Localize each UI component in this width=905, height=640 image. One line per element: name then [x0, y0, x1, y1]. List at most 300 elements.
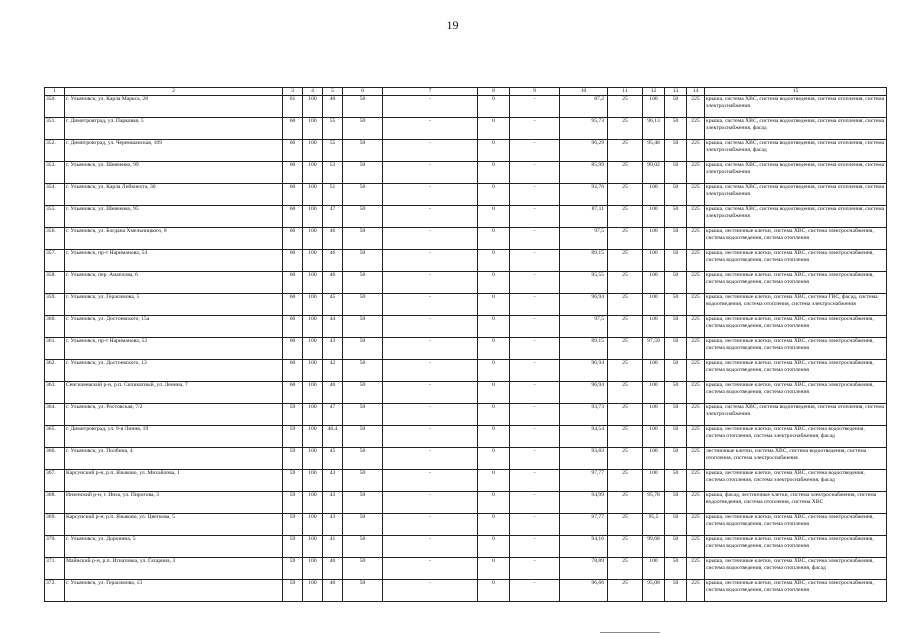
row-number: 360. — [45, 316, 65, 338]
address: г. Ульяновск, ул. Богдана Хмельницкого, 8 — [65, 228, 283, 250]
address: Майнский р-н, р.п. Игнатовка, ул. Гагарина, 3 — [65, 558, 283, 580]
col-5: 41 — [323, 536, 343, 558]
col-9: - — [510, 470, 560, 492]
col-8: 0 — [478, 228, 510, 250]
table-row — [45, 338, 887, 360]
col-4: 100 — [303, 580, 323, 602]
row-number: 355. — [45, 206, 65, 228]
col-3: 60 — [283, 184, 303, 206]
col-11: 25 — [608, 294, 643, 316]
row-number: 365. — [45, 426, 65, 448]
col-14: 225 — [687, 294, 705, 316]
work-types: крыша, система ХВС, система водоотведения, система отопления, система электроснабжения, фасад — [705, 118, 887, 140]
col-6: 50 — [343, 272, 383, 294]
col-9: - — [510, 404, 560, 426]
col-6: 50 — [343, 492, 383, 514]
col-12: 97,59 — [643, 338, 665, 360]
col-14: 225 — [687, 448, 705, 470]
col-7: - — [383, 536, 478, 558]
col-10: 97,77 — [560, 470, 608, 492]
col-14: 225 — [687, 580, 705, 602]
col-10: 94,99 — [560, 492, 608, 514]
col-4: 100 — [303, 514, 323, 536]
col-7: - — [383, 404, 478, 426]
col-13: 50 — [665, 316, 687, 338]
col-4: 100 — [303, 360, 323, 382]
col-3: 60 — [283, 272, 303, 294]
col-11: 25 — [608, 536, 643, 558]
col-3: 60 — [283, 162, 303, 184]
table-row — [45, 206, 887, 228]
col-3: 59 — [283, 448, 303, 470]
col-12: 99,68 — [643, 536, 665, 558]
col-14: 225 — [687, 470, 705, 492]
col-6: 50 — [343, 96, 383, 118]
col-8: 0 — [478, 272, 510, 294]
col-13: 50 — [665, 580, 687, 602]
col-10: 87,2 — [560, 96, 608, 118]
col-6: 50 — [343, 338, 383, 360]
col-14: 225 — [687, 228, 705, 250]
col-12: 100 — [643, 360, 665, 382]
col-13: 50 — [665, 514, 687, 536]
col-12: 100 — [643, 316, 665, 338]
work-types: крыша, лестничные клетки, система ХВС, система электроснабжения, система водоотведения, система отопления — [705, 382, 887, 404]
col-5: 40 — [323, 382, 343, 404]
col-5: 46 — [323, 228, 343, 250]
address: г. Димитровград, ул. Черемшанская, 109 — [65, 140, 283, 162]
col-9: - — [510, 206, 560, 228]
work-types: крыша, лестничные клетки, система ХВС, система электроснабжения, система водоотведения, система отопления — [705, 272, 887, 294]
address: г. Ульяновск, пр-т Нариманова, 54 — [65, 250, 283, 272]
col-11: 25 — [608, 404, 643, 426]
address: г. Ульяновск, ул. Достоевского, 13 — [65, 360, 283, 382]
col-7: - — [383, 316, 478, 338]
col-6: 50 — [343, 426, 383, 448]
col-9: - — [510, 338, 560, 360]
column-number: 10 — [560, 88, 608, 96]
col-13: 50 — [665, 228, 687, 250]
col-7: - — [383, 162, 478, 184]
col-14: 225 — [687, 140, 705, 162]
col-13: 50 — [665, 250, 687, 272]
col-14: 225 — [687, 272, 705, 294]
work-types: крыша, система ХВС, система водоотведения, система отопления, система электроснабжения — [705, 96, 887, 118]
work-types: крыша, лестничные клетки, система ХВС, система электроснабжения, система водоотведения, система отопления — [705, 338, 887, 360]
col-10: 94,54 — [560, 426, 608, 448]
column-number: 7 — [383, 88, 478, 96]
col-14: 225 — [687, 96, 705, 118]
col-5: 46 — [323, 272, 343, 294]
col-13: 50 — [665, 404, 687, 426]
column-number: 4 — [303, 88, 323, 96]
row-number: 353. — [45, 162, 65, 184]
table-row — [45, 162, 887, 184]
col-7: - — [383, 426, 478, 448]
col-9: - — [510, 382, 560, 404]
col-13: 50 — [665, 426, 687, 448]
address: г. Димитровград, ул. Парковая, 5 — [65, 118, 283, 140]
col-6: 50 — [343, 536, 383, 558]
col-13: 50 — [665, 118, 687, 140]
row-number: 372. — [45, 580, 65, 602]
col-8: 0 — [478, 140, 510, 162]
col-7: - — [383, 206, 478, 228]
col-8: 0 — [478, 536, 510, 558]
col-5: 43 — [323, 338, 343, 360]
col-10: 96,94 — [560, 360, 608, 382]
col-10: 97,5 — [560, 316, 608, 338]
col-9: - — [510, 492, 560, 514]
col-11: 25 — [608, 228, 643, 250]
col-9: - — [510, 228, 560, 250]
col-13: 50 — [665, 536, 687, 558]
col-10: 89,15 — [560, 250, 608, 272]
col-11: 25 — [608, 96, 643, 118]
col-12: 100 — [643, 448, 665, 470]
column-number: 5 — [323, 88, 343, 96]
col-10: 89,15 — [560, 338, 608, 360]
col-12: 100 — [643, 96, 665, 118]
address: Карсунский р-н, р.п. Языково, ул. Михайлова, 1 — [65, 470, 283, 492]
col-8: 0 — [478, 580, 510, 602]
col-8: 0 — [478, 96, 510, 118]
col-5: 43 — [323, 470, 343, 492]
column-number: 2 — [65, 88, 283, 96]
col-10: 93,73 — [560, 404, 608, 426]
address: г. Ульяновск, ул. Карла Маркса, 28 — [65, 96, 283, 118]
col-6: 50 — [343, 228, 383, 250]
col-8: 0 — [478, 360, 510, 382]
work-types: крыша, система ХВС, система водоотведения, система отопления, система электроснабжения — [705, 162, 887, 184]
col-3: 60 — [283, 294, 303, 316]
page-number: 19 — [446, 18, 459, 32]
table-row — [45, 294, 887, 316]
col-14: 225 — [687, 536, 705, 558]
col-14: 225 — [687, 118, 705, 140]
work-types: крыша, лестничные клетки, система ХВС, система электроснабжения, система водоотведения, система отопления — [705, 536, 887, 558]
col-14: 225 — [687, 206, 705, 228]
col-13: 50 — [665, 162, 687, 184]
col-11: 25 — [608, 426, 643, 448]
col-5: 46 — [323, 250, 343, 272]
row-number: 363. — [45, 382, 65, 404]
col-14: 225 — [687, 558, 705, 580]
col-9: - — [510, 426, 560, 448]
address: г. Ульяновск, ул. Ростовская, 7/2 — [65, 404, 283, 426]
col-14: 225 — [687, 492, 705, 514]
column-number-row — [45, 88, 887, 96]
col-7: - — [383, 338, 478, 360]
table-row — [45, 96, 887, 118]
work-types: крыша, лестничные клетки, система ХВС, система электроснабжения, система водоотведения, система отопления — [705, 514, 887, 536]
col-6: 50 — [343, 140, 383, 162]
col-3: 59 — [283, 558, 303, 580]
row-number: 370. — [45, 536, 65, 558]
col-10: 92,76 — [560, 184, 608, 206]
col-10: 78,89 — [560, 558, 608, 580]
col-5: 55 — [323, 140, 343, 162]
col-9: - — [510, 184, 560, 206]
col-11: 25 — [608, 162, 643, 184]
col-3: 60 — [283, 118, 303, 140]
col-12: 95,78 — [643, 492, 665, 514]
col-9: - — [510, 514, 560, 536]
col-5: 42 — [323, 360, 343, 382]
col-7: - — [383, 118, 478, 140]
col-5: 43 — [323, 492, 343, 514]
col-8: 0 — [478, 426, 510, 448]
col-4: 100 — [303, 448, 323, 470]
col-13: 50 — [665, 382, 687, 404]
col-13: 50 — [665, 184, 687, 206]
col-12: 100 — [643, 382, 665, 404]
col-7: - — [383, 228, 478, 250]
col-14: 225 — [687, 404, 705, 426]
col-7: - — [383, 360, 478, 382]
col-5: 47 — [323, 404, 343, 426]
col-11: 25 — [608, 250, 643, 272]
col-14: 225 — [687, 426, 705, 448]
row-number: 368. — [45, 492, 65, 514]
work-types: крыша, система ХВС, система водоотведения, система отопления, система электроснабжения — [705, 404, 887, 426]
table-row — [45, 558, 887, 580]
col-4: 100 — [303, 140, 323, 162]
col-4: 100 — [303, 426, 323, 448]
col-8: 0 — [478, 514, 510, 536]
col-7: - — [383, 250, 478, 272]
col-14: 225 — [687, 184, 705, 206]
address: г. Ульяновск, ул. Карла Либкнехта, 30 — [65, 184, 283, 206]
col-10: 96,29 — [560, 140, 608, 162]
col-4: 100 — [303, 536, 323, 558]
col-12: 100 — [643, 228, 665, 250]
col-11: 25 — [608, 514, 643, 536]
column-number: 8 — [478, 88, 510, 96]
col-6: 50 — [343, 118, 383, 140]
col-7: - — [383, 448, 478, 470]
col-7: - — [383, 470, 478, 492]
col-4: 100 — [303, 272, 323, 294]
col-5: 44 — [323, 316, 343, 338]
col-3: 60 — [283, 250, 303, 272]
col-3: 59 — [283, 404, 303, 426]
col-13: 50 — [665, 470, 687, 492]
work-types: крыша, лестничные клетки, система ХВС, система электроснабжения, система водоотведения, система отопления — [705, 228, 887, 250]
col-13: 50 — [665, 294, 687, 316]
address: г. Ульяновск, ул. Достоевского, 15а — [65, 316, 283, 338]
col-10: 96,94 — [560, 294, 608, 316]
col-4: 100 — [303, 228, 323, 250]
col-8: 0 — [478, 206, 510, 228]
col-11: 25 — [608, 448, 643, 470]
col-9: - — [510, 96, 560, 118]
col-9: - — [510, 250, 560, 272]
col-12: 100 — [643, 206, 665, 228]
col-9: - — [510, 316, 560, 338]
col-10: 93,83 — [560, 448, 608, 470]
row-number: 351. — [45, 118, 65, 140]
work-types: крыша, система ХВС, система водоотведения, система отопления, система электроснабжения — [705, 206, 887, 228]
col-14: 225 — [687, 162, 705, 184]
footer-rule — [600, 632, 660, 633]
col-6: 50 — [343, 404, 383, 426]
col-12: 95,5 — [643, 514, 665, 536]
address: г. Ульяновск, ул. Полбина, 4 — [65, 448, 283, 470]
col-13: 50 — [665, 558, 687, 580]
table-row — [45, 360, 887, 382]
col-13: 50 — [665, 140, 687, 162]
col-12: 95,08 — [643, 580, 665, 602]
col-11: 25 — [608, 360, 643, 382]
address: г. Ульяновск, пр-т Нариманова, 52 — [65, 338, 283, 360]
col-8: 0 — [478, 404, 510, 426]
col-10: 95,55 — [560, 272, 608, 294]
col-4: 100 — [303, 294, 323, 316]
col-5: 46,4 — [323, 426, 343, 448]
work-types: лестничные клетки, система ХВС, система водоотведения, система отопления, система электроснабжения — [705, 448, 887, 470]
col-6: 50 — [343, 470, 383, 492]
col-3: 60 — [283, 206, 303, 228]
column-number: 15 — [705, 88, 887, 96]
col-14: 225 — [687, 360, 705, 382]
col-3: 59 — [283, 470, 303, 492]
col-9: - — [510, 360, 560, 382]
work-types: крыша, система ХВС, система водоотведения, система отопления, система электроснабжения — [705, 184, 887, 206]
col-12: 100 — [643, 250, 665, 272]
address: г. Димитровград, ул. 9-я Линия, 19 — [65, 426, 283, 448]
col-11: 25 — [608, 470, 643, 492]
table-row — [45, 470, 887, 492]
col-10: 96,94 — [560, 382, 608, 404]
col-5: 40 — [323, 558, 343, 580]
col-9: - — [510, 580, 560, 602]
col-12: 96,13 — [643, 118, 665, 140]
col-4: 100 — [303, 316, 323, 338]
address: г. Ульяновск, ул. Герасимова, 13 — [65, 580, 283, 602]
row-number: 354. — [45, 184, 65, 206]
col-10: 97,77 — [560, 514, 608, 536]
col-3: 60 — [283, 140, 303, 162]
col-11: 25 — [608, 118, 643, 140]
col-5: 40 — [323, 96, 343, 118]
table-row — [45, 536, 887, 558]
row-number: 356. — [45, 228, 65, 250]
col-9: - — [510, 162, 560, 184]
col-7: - — [383, 294, 478, 316]
work-types: крыша, лестничные клетки, система ХВС, система электроснабжения, система водоотведения, система отопления — [705, 250, 887, 272]
col-5: 47 — [323, 206, 343, 228]
col-8: 0 — [478, 118, 510, 140]
col-4: 100 — [303, 118, 323, 140]
col-14: 225 — [687, 514, 705, 536]
col-8: 0 — [478, 338, 510, 360]
column-number: 3 — [283, 88, 303, 96]
row-number: 358. — [45, 272, 65, 294]
table-row — [45, 272, 887, 294]
col-6: 50 — [343, 316, 383, 338]
column-number: 11 — [608, 88, 643, 96]
col-3: 59 — [283, 536, 303, 558]
table-row — [45, 426, 887, 448]
address: г. Ульяновск, ул. Герасимова, 5 — [65, 294, 283, 316]
row-number: 369. — [45, 514, 65, 536]
row-number: 357. — [45, 250, 65, 272]
col-10: 97,5 — [560, 228, 608, 250]
col-12: 100 — [643, 426, 665, 448]
col-7: - — [383, 96, 478, 118]
col-11: 25 — [608, 492, 643, 514]
col-8: 0 — [478, 470, 510, 492]
col-10: 94,16 — [560, 536, 608, 558]
col-4: 100 — [303, 382, 323, 404]
table-row — [45, 492, 887, 514]
col-7: - — [383, 514, 478, 536]
table-row — [45, 448, 887, 470]
col-9: - — [510, 118, 560, 140]
col-9: - — [510, 536, 560, 558]
col-13: 50 — [665, 360, 687, 382]
col-14: 225 — [687, 382, 705, 404]
col-11: 25 — [608, 558, 643, 580]
col-11: 25 — [608, 316, 643, 338]
col-3: 61 — [283, 96, 303, 118]
col-6: 50 — [343, 294, 383, 316]
row-number: 352. — [45, 140, 65, 162]
address: Инзенский р-н, г. Инза, ул. Пирогова, 3 — [65, 492, 283, 514]
col-5: 43 — [323, 514, 343, 536]
register-table — [44, 87, 887, 602]
col-9: - — [510, 140, 560, 162]
column-number: 13 — [665, 88, 687, 96]
col-13: 50 — [665, 448, 687, 470]
col-9: - — [510, 448, 560, 470]
col-5: 45 — [323, 448, 343, 470]
col-11: 25 — [608, 140, 643, 162]
col-6: 50 — [343, 162, 383, 184]
table-row — [45, 580, 887, 602]
col-9: - — [510, 272, 560, 294]
col-12: 100 — [643, 294, 665, 316]
col-14: 225 — [687, 338, 705, 360]
col-8: 0 — [478, 294, 510, 316]
column-number: 6 — [343, 88, 383, 96]
col-7: - — [383, 492, 478, 514]
col-11: 25 — [608, 206, 643, 228]
col-12: 99,02 — [643, 162, 665, 184]
col-8: 0 — [478, 250, 510, 272]
col-11: 25 — [608, 338, 643, 360]
col-3: 59 — [283, 580, 303, 602]
column-number: 1 — [45, 88, 65, 96]
col-3: 60 — [283, 316, 303, 338]
col-8: 0 — [478, 316, 510, 338]
row-number: 367. — [45, 470, 65, 492]
col-3: 60 — [283, 360, 303, 382]
col-4: 100 — [303, 96, 323, 118]
col-7: - — [383, 272, 478, 294]
col-5: 51 — [323, 184, 343, 206]
col-4: 100 — [303, 162, 323, 184]
col-4: 100 — [303, 404, 323, 426]
address: Карсунский р-н, р.п. Языково, ул. Цветкова, 5 — [65, 514, 283, 536]
col-5: 45 — [323, 294, 343, 316]
col-12: 100 — [643, 558, 665, 580]
col-6: 50 — [343, 250, 383, 272]
address: Сенгилеевский р-н, р.п. Силикатный, ул. Ленина, 7 — [65, 382, 283, 404]
table-row — [45, 140, 887, 162]
row-number: 359. — [45, 294, 65, 316]
